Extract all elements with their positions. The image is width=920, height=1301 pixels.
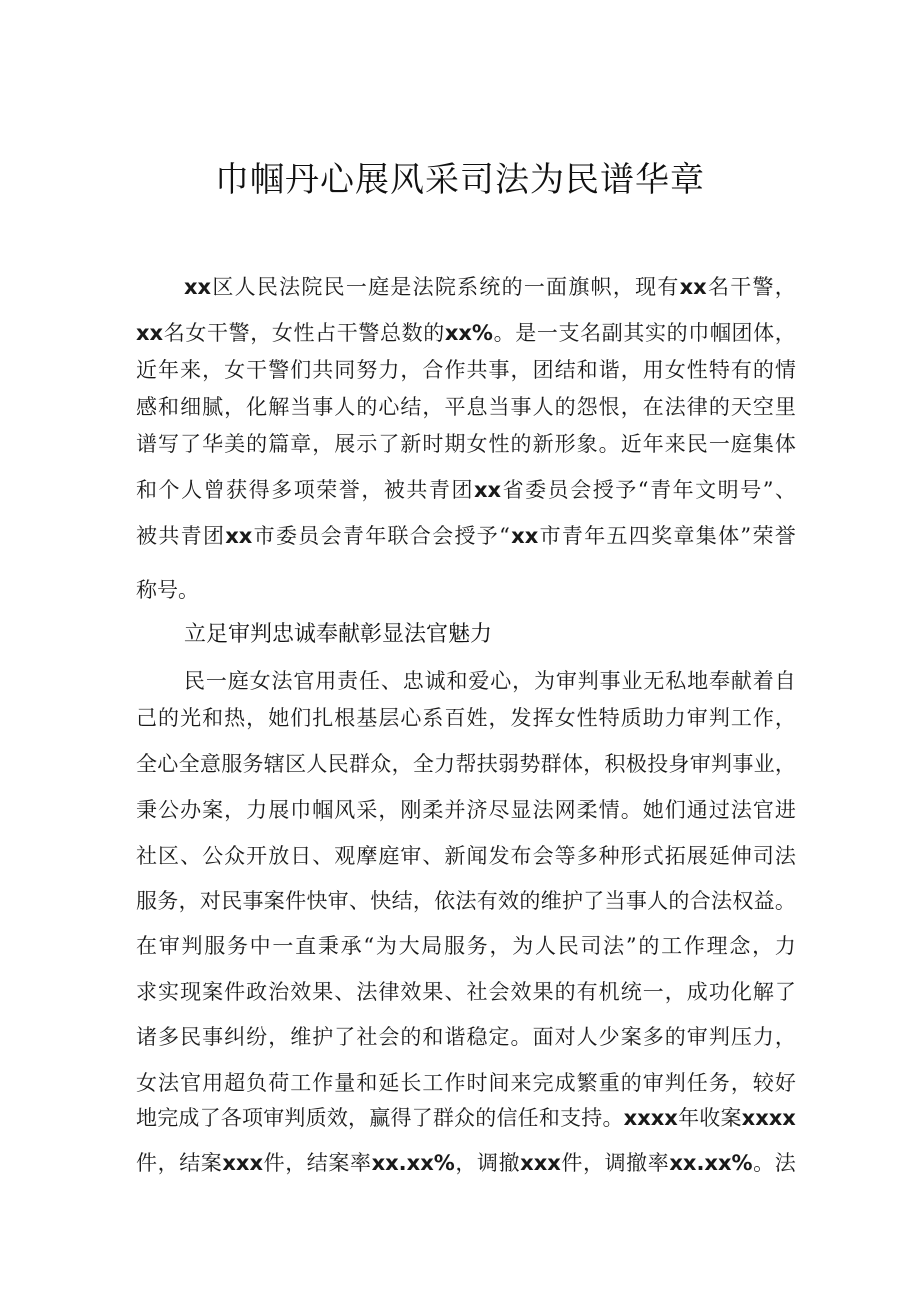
section-line: 诸 多 民 事 纠 纷 ， 维 护 了 社 会 的 和 谐 稳 定 。 面 对 人 少 案 多 的 审 判 压 力 ，: [136, 1025, 796, 1049]
intro-line: 感 和 细 腻 ， 化 解 当 事 人 的 心 结 ， 平 息 当 事 人 的 怨 恨 ， 在 法 律 的 天 空 里: [136, 395, 796, 419]
section-line: 全 心 全 意 服 务 辖 区 人 民 群 众 ， 全 力 帮 扶 弱 势 群 体 ， 积 极 投 身 审 判 事 业 ，: [136, 752, 796, 776]
section-line: 求 实 现 案 件 政 治 效 果 、 法 律 效 果 、 社 会 效 果 的 有 机 统 一 ， 成 功 化 解 了: [136, 980, 796, 1004]
intro-line: xx 区 人 民 法 院 民 一 庭 是 法 院 系 统 的 一 面 旗 帜 ， 现 有 xx 名 干 警 ，: [184, 275, 796, 299]
section-line: 社 区 、 公 众 开 放 日 、 观 摩 庭 审 、 新 闻 发 布 会 等 多 种 形 式 拓 展 延 伸 司 法: [136, 844, 796, 868]
section-line: 地 完 成 了 各 项 审 判 质 效 ， 赢 得 了 群 众 的 信 任 和 支 持 。 xxxx 年 收 案 xxxx: [136, 1106, 796, 1130]
section-line: 己 的 光 和 热 ， 她 们 扎 根 基 层 心 系 百 姓 ， 发 挥 女 性 特 质 助 力 审 判 工 作 ，: [136, 706, 796, 730]
section-line: 秉 公 办 案 ， 力 展 巾 帼 风 采 ， 刚 柔 并 济 尽 显 法 网 柔 情 。 她 们 通 过 法 官 进: [136, 798, 796, 822]
section-line: 民 一 庭 女 法 官 用 责 任 、 忠 诚 和 爱 心 ， 为 审 判 事 业 无 私 地 奉 献 着 自: [184, 669, 796, 693]
section-line: 女 法 官 用 超 负 荷 工 作 量 和 延 长 工 作 时 间 来 完 成 繁 重 的 审 判 任 务 ， 较 好: [136, 1071, 796, 1095]
section-line: 件 ， 结 案 xxx 件 ， 结 案 率 xx.xx% ， 调 撤 xxx 件 ， 调 撤 率 xx.xx% 。 法: [136, 1151, 796, 1175]
intro-line: xx 名 女 干 警 ， 女 性 占 干 警 总 数 的 xx% 。 是 一 支 名 副 其 实 的 巾 帼 团 体 ，: [136, 321, 796, 345]
section-heading: 立足审判忠诚奉献彰显法官魅力: [184, 622, 493, 647]
intro-line: 称号。: [136, 578, 199, 602]
intro-line: 谱 写 了 华 美 的 篇 章 ， 展 示 了 新 时 期 女 性 的 新 形 象 。 近 年 来 民 一 庭 集 体: [136, 432, 796, 456]
section-line: 服 务 ， 对 民 事 案 件 快 审 、 快 结 ， 依 法 有 效 的 维 护 了 当 事 人 的 合 法 权 益 。: [136, 889, 796, 913]
intro-line: 被 共 青 团 xx 市 委 员 会 青 年 联 合 会 授 予 “ xx 市 青 年 五 四 奖 章 集 体 ” 荣 誉: [136, 524, 796, 548]
intro-line: 近 年 来 ， 女 干 警 们 共 同 努 力 ， 合 作 共 事 ， 团 结 和 谐 ， 用 女 性 特 有 的 情: [136, 358, 796, 382]
intro-line: 和 个 人 曾 获 得 多 项 荣 誉 ， 被 共 青 团 xx 省 委 员 会 授 予 “ 青 年 文 明 号 ” 、: [136, 478, 796, 502]
document-title: 巾帼丹心展风采司法为民谱华章: [215, 160, 705, 200]
section-line: 在 审 判 服 务 中 一 直 秉 承 “ 为 大 局 服 务 ， 为 人 民 司 法 ” 的 工 作 理 念 ， 力: [136, 934, 796, 958]
